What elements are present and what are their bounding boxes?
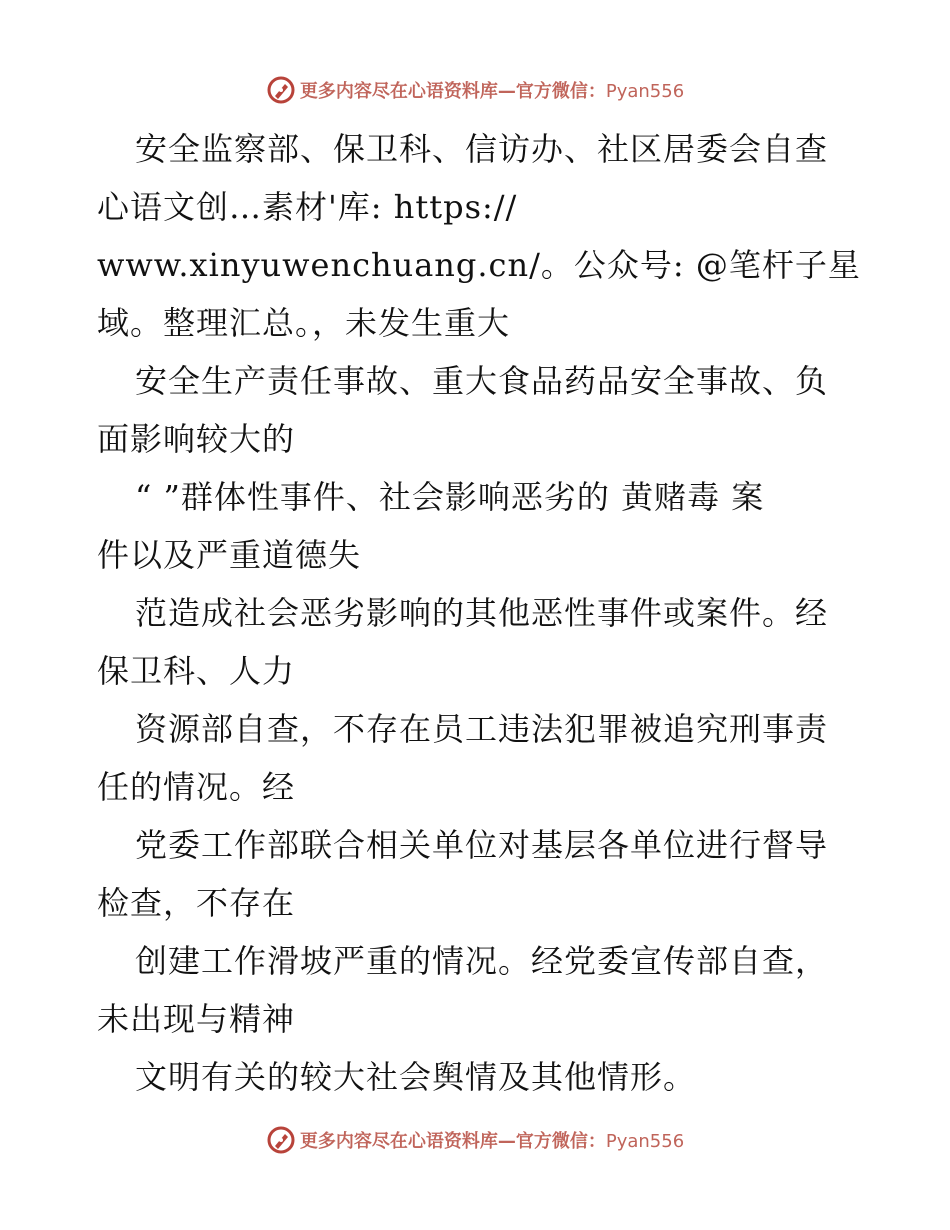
- document-line: 创建工作滑坡严重的情况。经党委宣传部自查，: [135, 942, 829, 980]
- document-line: 未出现与精神: [97, 1000, 296, 1038]
- document-line: 域。整理汇总。，未发生重大: [97, 304, 511, 342]
- footer-banner: [0, 1120, 950, 1160]
- header-banner: [0, 70, 950, 110]
- document-line: 面影响较大的: [97, 420, 296, 458]
- pen-nib-logo-icon: [266, 1125, 296, 1155]
- footer-slogan-text: 更多内容尽在心语资料库—官方微信：: [299, 1131, 606, 1152]
- document-line: 件以及严重道德失: [97, 536, 362, 574]
- document-line: 安全生产责任事故、重大食品药品安全事故、负: [135, 362, 829, 400]
- header-slogan: [300, 77, 684, 103]
- document-line: 心语文创…素材'库: https://: [97, 188, 518, 226]
- pen-nib-logo-icon: [266, 75, 296, 105]
- document-line: 安全监察部、保卫科、信访办、社区居委会自查: [135, 130, 829, 168]
- document-line: 资源部自查，不存在员工违法犯罪被追究刑事责: [135, 710, 829, 748]
- header-wechat-id: Pyan556: [605, 81, 685, 102]
- document-line: 党委工作部联合相关单位对基层各单位进行督导: [135, 826, 829, 864]
- footer-wechat-id: Pyan556: [605, 1131, 685, 1152]
- document-line: 文明有关的较大社会舆情及其他情形。: [135, 1058, 697, 1096]
- document-line: 保卫科、人力: [97, 652, 296, 690]
- document-body: [97, 120, 861, 1106]
- document-line: www.xinyuwenchuang.cn/。公众号: @笔杆子星: [97, 246, 861, 284]
- document-line: “ ”群体性事件、社会影响恶劣的 黄赌毒 案: [135, 478, 765, 516]
- document-line: 检查，不存在: [97, 884, 296, 922]
- document-line: 范造成社会恶劣影响的其他恶性事件或案件。经: [135, 594, 829, 632]
- header-slogan-text: 更多内容尽在心语资料库—官方微信：: [299, 81, 606, 102]
- footer-slogan: [300, 1127, 684, 1153]
- document-line: 任的情况。经: [97, 768, 296, 806]
